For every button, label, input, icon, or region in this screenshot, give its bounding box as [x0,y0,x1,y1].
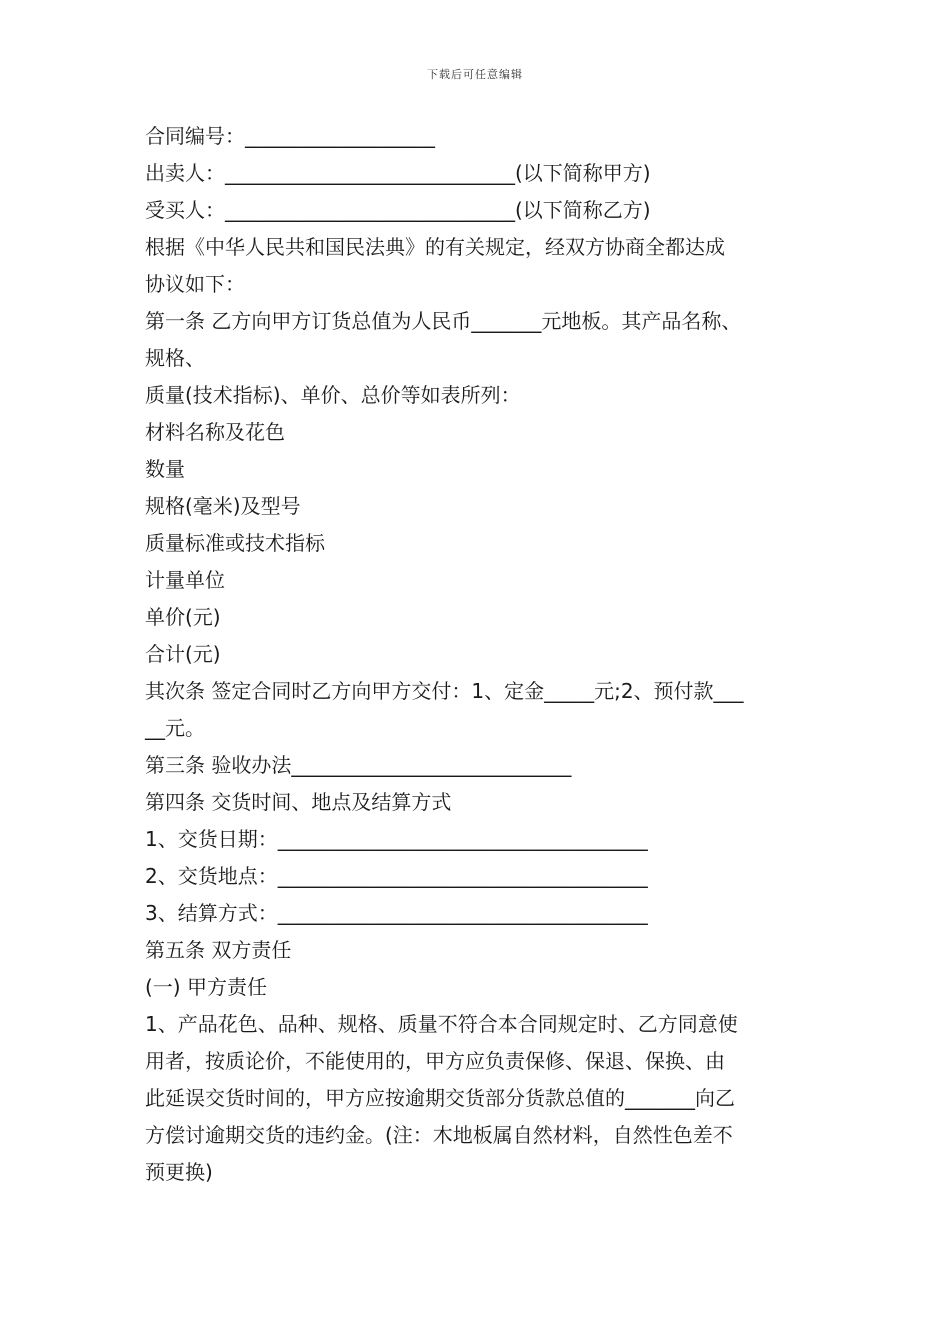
party-a-duty-line-5: 预更换) [145,1160,213,1184]
table-field-spec: 规格(毫米)及型号 [145,494,301,518]
article-4-heading: 第四条 交货时间、地点及结算方式 [145,790,452,814]
party-a-duty-line-2: 用者，按质论价，不能使用的，甲方应负责保修、保退、保换、由 [145,1049,725,1073]
contract-number-line: 合同编号：___________________ [145,124,435,148]
party-a-duty-heading: (一) 甲方责任 [145,975,267,999]
preamble-line-2: 协议如下： [145,272,245,296]
article-1-line-3: 质量(技术指标)、单价、总价等如表所列： [145,383,521,407]
page-header-note: 下载后可任意编辑 [427,68,523,81]
party-a-duty-line-3: 此延误交货时间的，甲方应按逾期交货部分货款总值的_______向乙 [145,1086,735,1110]
table-field-material: 材料名称及花色 [145,420,285,444]
buyer-line: 受买人：_____________________________(以下简称乙方) [145,198,651,222]
delivery-date-line: 1、交货日期：_____________________________________ [145,827,648,851]
article-2-line-2: __元。 [145,716,205,740]
article-2-line-1: 其次条 签定合同时乙方向甲方交付：1、定金_____元;2、预付款___ [145,679,744,703]
table-field-quality: 质量标准或技术指标 [145,531,325,555]
party-a-duty-line-4: 方偿讨逾期交货的违约金。(注：木地板属自然材料，自然性色差不 [145,1123,733,1147]
table-field-unit-price: 单价(元) [145,605,221,629]
party-a-duty-line-1: 1、产品花色、品种、规格、质量不符合本合同规定时、乙方同意使 [145,1012,738,1036]
seller-line: 出卖人：_____________________________(以下简称甲方) [145,161,651,185]
delivery-place-line: 2、交货地点：_____________________________________ [145,864,648,888]
article-5-heading: 第五条 双方责任 [145,938,292,962]
settlement-method-line: 3、结算方式：_____________________________________ [145,901,648,925]
table-field-quantity: 数量 [145,457,185,481]
article-1-line-2: 规格、 [145,346,205,370]
table-field-total: 合计(元) [145,642,221,666]
article-1-line-1: 第一条 乙方向甲方订货总值为人民币_______元地板。其产品名称、 [145,309,742,333]
table-field-unit: 计量单位 [145,568,225,592]
article-3-line: 第三条 验收办法____________________________ [145,753,572,777]
preamble-line-1: 根据《中华人民共和国民法典》的有关规定，经双方协商全都达成 [145,235,725,259]
contract-body [145,118,835,1191]
